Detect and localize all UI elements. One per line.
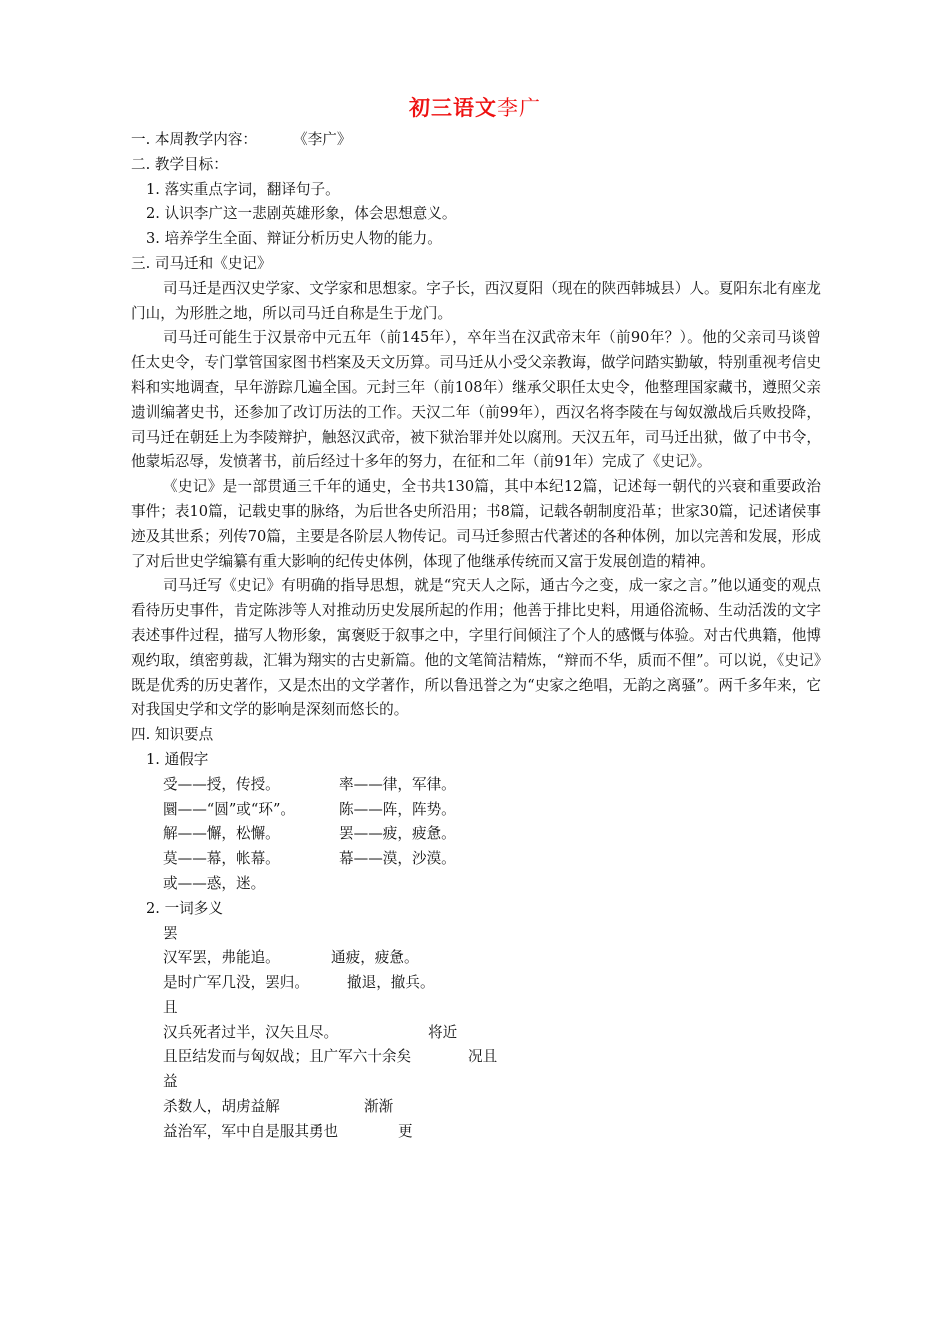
glossary-entry: 圜——“圆”或“环”。: [163, 800, 295, 818]
glossary-entry: 或——惑，迷。: [163, 874, 266, 892]
paragraph: 司马迁是西汉史学家、文学家和思想家。字子长，西汉夏阳（现在的陕西韩城县）人。夏阳东北有座龙门山，为形胜之地，所以司马迁自称是生于龙门。: [131, 279, 821, 322]
glossary-entry: 陈——阵，阵势。: [339, 800, 456, 818]
paragraph: 司马迁可能生于汉景帝中元五年（前145年），卒年当在汉武帝末年（前90年？）。他的父亲司马谈曾任太史令，专门掌管国家图书档案及天文历算。司马迁从小受父亲教诲，做学问踏实勤敏，特别重视考信史料和实地调查，早年游踪几遍全国。元封三年（前108年）继承父职任太史令，他整理国家藏书，遵照父亲遗训编著史书，还参加了改订历法的工作。天汉二年（前99年），西汉名将李陵在与匈奴激战后兵败投降，司马迁在朝廷上为李陵辩护，触怒汉武帝，被下狱治罪并处以腐刑。天汉五年，司马迁出狱，做了中书令，他蒙垢忍辱，发愤著书，前后经过十多年的努力，在征和二年（前91年）完成了《史记》。: [131, 329, 821, 471]
glossary-entry: 率——律，军律。: [339, 775, 456, 793]
example-meaning: 将近: [428, 1023, 458, 1041]
example-meaning: 更: [398, 1122, 413, 1140]
example-row: [131, 1045, 821, 1070]
example-sentence: 杀数人，胡虏益解: [163, 1098, 280, 1116]
example-meaning: 况且: [468, 1048, 498, 1066]
section-1-label: 一. 本周教学内容：: [131, 131, 258, 148]
example-row: [131, 971, 821, 996]
objective-item: 2. 认识李广这一悲剧英雄形象，体会思想意义。: [146, 205, 457, 223]
example-sentence: 汉军罢，弗能追。: [163, 949, 280, 967]
title-topic: 李广: [497, 96, 541, 120]
section-4-heading: 四. 知识要点: [131, 726, 214, 744]
headword: 益: [163, 1073, 178, 1091]
glossary-entry: 解——懈，松懈。: [163, 825, 280, 843]
paragraph: 《史记》是一部贯通三千年的通史，全书共130篇，其中本纪12篇，记述每一朝代的兴衰和重要政治事件；表10篇，记载史事的脉络，为后世各史所沿用；书8篇，记载各朝制度沿革；世家30篇，记述诸侯事迹及其世系；列传70篇，主要是各阶层人物传记。司马迁参照古代著述的各种体例，加以完善和发展，形成了对后世史学编纂有重大影响的纪传史体例，体现了他继承传统而又富于发展创造的精神。: [131, 478, 821, 570]
headword: 且: [163, 998, 178, 1016]
glossary-entry: 罢——疲，疲惫。: [339, 825, 456, 843]
example-sentence: 是时广军几没，罢归。: [163, 974, 309, 992]
headword: 罢: [163, 924, 178, 942]
subsection-heading: 2. 一词多义: [146, 899, 223, 917]
example-row: [131, 1021, 821, 1046]
example-sentence: 且臣结发而与匈奴战；且广军六十余矣: [163, 1048, 412, 1066]
example-sentence: 益治军，军中自是服其勇也: [163, 1122, 339, 1140]
subsection-heading: 1. 通假字: [146, 750, 209, 768]
glossary-entry: 幕——漠，沙漠。: [339, 850, 456, 868]
example-meaning: 通疲，疲惫。: [331, 949, 419, 967]
section-1-heading: [131, 128, 821, 153]
glossary-row: [131, 822, 821, 847]
section-1-value: 《李广》: [293, 131, 352, 148]
example-meaning: 撤退，撤兵。: [347, 974, 435, 992]
paragraph: 司马迁写《史记》有明确的指导思想，就是“究天人之际，通古今之变，成一家之言。”他以通变的观点看待历史事件，肯定陈涉等人对推动历史发展所起的作用；他善于排比史料，用通俗流畅、生动活泼的文字表述事件过程，描写人物形象，寓褒贬于叙事之中，字里行间倾注了个人的感慨与体验。对古代典籍，他博观约取，缜密剪裁，汇辑为翔实的古史新篇。他的文笔简洁精炼，“辩而不华，质而不俚”。可以说，《史记》既是优秀的历史著作，又是杰出的文学著作，所以鲁迅誉之为“史家之绝唱，无韵之离骚”。两千多年来，它对我国史学和文学的影响是深刻而悠长的。: [131, 577, 821, 719]
objective-item: 3. 培养学生全面、辩证分析历史人物的能力。: [146, 230, 442, 248]
glossary-entry: 受——授，传授。: [163, 775, 280, 793]
glossary-row: [131, 773, 821, 798]
example-meaning: 渐渐: [364, 1098, 394, 1116]
glossary-row: [131, 872, 821, 897]
section-3-heading: 三. 司马迁和《史记》: [131, 254, 272, 272]
title-main: 初三语文: [409, 96, 497, 120]
example-sentence: 汉兵死者过半，汉矢且尽。: [163, 1023, 339, 1041]
section-2-heading: 二. 教学目标：: [131, 155, 228, 173]
glossary-row: [131, 798, 821, 823]
glossary-entry: 莫——幕，帐幕。: [163, 850, 280, 868]
page-title: [0, 92, 950, 122]
document-body: [131, 128, 821, 1145]
example-row: [131, 1095, 821, 1120]
example-row: [131, 946, 821, 971]
glossary-row: [131, 847, 821, 872]
objective-item: 1. 落实重点字词，翻译句子。: [146, 180, 340, 198]
example-row: [131, 1120, 821, 1145]
